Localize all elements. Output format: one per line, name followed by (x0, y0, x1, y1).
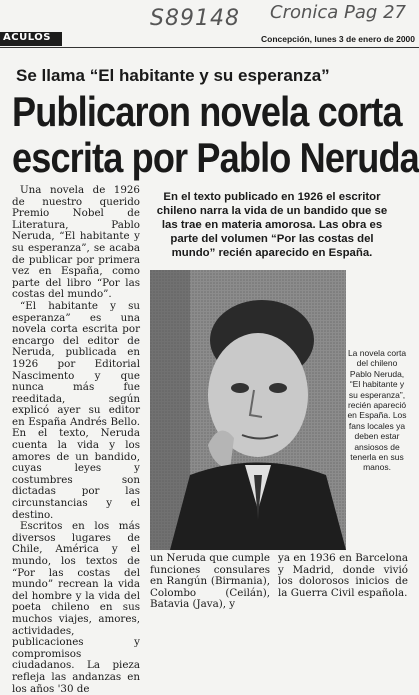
body-paragraph: Escritos en los más diversos lugares de Chile, América y el mundo, los textos de “Por las costas del mundo” recrean la vida del hombre y la vida del poeta chileno en sus muchos viajes, amores, actividades, publicaciones y compromisos ciudadanos. La pieza refleja las andanzas en los años '30 de (12, 520, 140, 695)
section-label: ACULOS (3, 32, 51, 43)
body-paragraph: ya en 1936 en Barcelona y Madrid, donde vivió los dolorosos inicios de la Guerra Civil española. (278, 552, 408, 599)
body-column-middle (150, 552, 270, 611)
dateline: Concepción, lunes 3 de enero de 2000 (261, 34, 415, 44)
body-paragraph: “El habitante y su esperanza” es una novela corta escrita por encargo del editor de Neruda, publicada en 1926 por Editorial Nascimento y que nunca más fue reeditada, según explicó ayer su editor en España Andrés Bello. En el texto, Neruda cuenta la vida y los amores de un bandido, cuyas leyes y costumbres son dictadas por las circunstancias y el destino. (12, 299, 140, 521)
headline-line-1: Publicaron novela corta (12, 88, 402, 135)
body-paragraph: Una novela de 1926 de nuestro querido Premio Nobel de Literatura, Pablo Neruda, “El habitante y su esperanza”, se acaba de publicar por primera vez en España, como parte del libro “Por las costas del mundo”. (12, 184, 140, 301)
body-column-right (278, 553, 408, 600)
body-column-left (12, 184, 140, 695)
photo-caption: La novela corta del chileno Pablo Neruda, “El habitante y su esperanza”, recién apareció en España. Los fans locales ya deben estar ansiosos de tenerla en sus manos. (347, 348, 407, 473)
headline-line-2: escrita por Pablo Neruda (12, 134, 419, 181)
author-photo (150, 270, 346, 550)
deck: En el texto publicado en 1926 el escritor chileno narra la vida de un bandido que se las trae en materia amorosa. Las obra es parte del volumen “Por las costas del mundo” recién aparecido en España. (156, 191, 388, 259)
kicker: Se llama “El habitante y su esperanza” (16, 66, 330, 85)
header-rule (0, 47, 419, 48)
body-paragraph: un Neruda que cumple funciones consulares en Rangún (Birmania), Colombo (Ceilán), Batavia (Java), y (150, 552, 270, 611)
handwritten-source-note: Cronica Pag 27 (270, 2, 406, 23)
handwritten-archive-number: S89148 (150, 6, 240, 31)
